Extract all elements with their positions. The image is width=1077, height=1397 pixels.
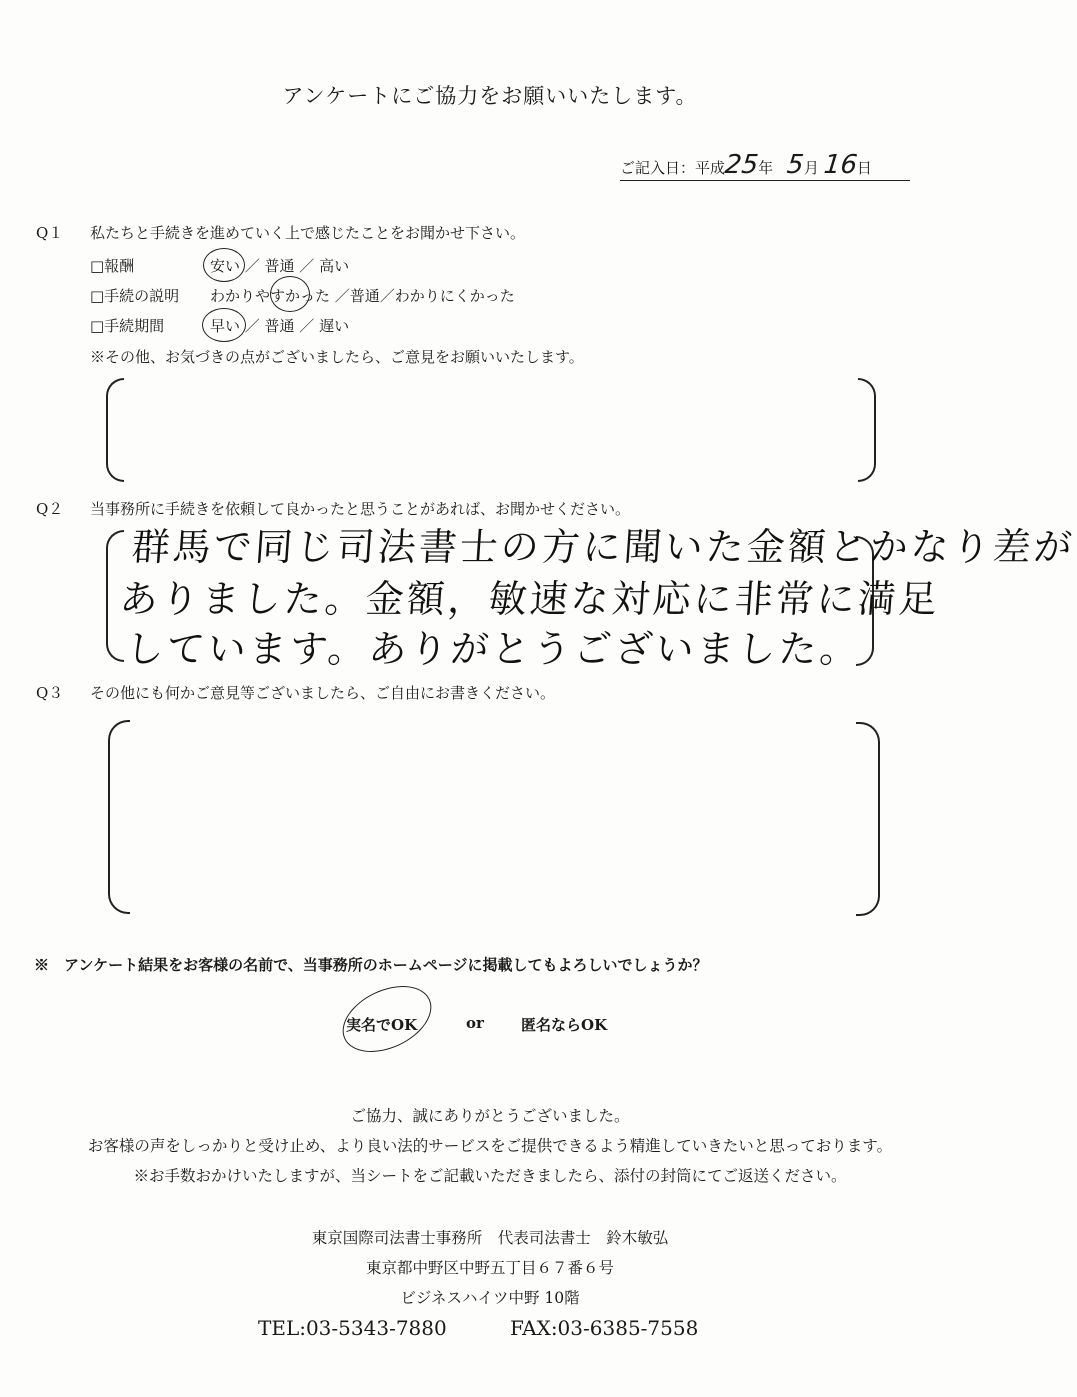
answer-circle-cheap <box>203 248 245 282</box>
office-address-1: 東京都中野区中野五丁目６７番６号 <box>365 1259 614 1277</box>
office-name: 東京国際司法書士事務所 代表司法書士 鈴木敏弘 <box>311 1229 669 1247</box>
q1-row-period-options: 早い ／ 普通 ／ 遅い <box>210 317 350 335</box>
date-month-unit: 月 <box>803 159 819 177</box>
consent-option-anonymous: 匿名ならOK <box>521 1016 608 1034</box>
office-fax: FAX:03-6385-7558 <box>510 1316 699 1340</box>
q3-question: その他にも何かご意見等ございましたら、ご自由にお書きください。 <box>90 684 556 702</box>
date-field <box>620 150 872 180</box>
consent-question: ※ アンケート結果をお客様の名前で、当事務所のホームページに掲載してもよろしいでしょうか？ <box>34 956 708 974</box>
closing-message: お客様の声をしっかりと受け止め、より良い法的サービスをご提供できるよう精進していきたいと思っております。 <box>87 1137 893 1155</box>
date-day-unit: 日 <box>856 159 872 177</box>
consent-option-real-name: 実名でOK <box>346 1016 418 1034</box>
date-year: 25 <box>723 150 760 180</box>
q1-row-period-name: □手続期間 <box>90 317 165 335</box>
date-prefix: ご記入日：平成 <box>620 159 726 177</box>
answer-circle-real-name <box>332 973 442 1065</box>
q2-question: 当事務所に手続きを依頼して良かったと思うことがあれば、お聞かせください。 <box>90 500 631 518</box>
q3-answer-bracket-left <box>108 720 130 914</box>
q2-handwritten-line-2: ありました。金額，敏速な対応に非常に満足 <box>118 577 942 621</box>
q3-answer-bracket-right <box>856 722 880 916</box>
date-underline <box>620 180 910 181</box>
closing-return-note: ※お手数おかけいたしますが、当シートをご記載いただきましたら、添付の封筒にてご返送ください。 <box>133 1167 847 1185</box>
date-month: 5 <box>785 150 806 180</box>
q2-handwritten-line-1: 群馬で同じ司法書士の方に聞いた金額とかなり差が <box>130 525 1077 569</box>
q1-label: Q１ <box>36 224 64 242</box>
closing-thanks: ご協力、誠にありがとうございました。 <box>350 1107 630 1125</box>
consent-or: or <box>466 1014 484 1032</box>
answer-circle-fast <box>202 308 246 342</box>
q1-row-explanation-options: わかりやすかった ／普通／わかりにくかった <box>210 287 515 305</box>
answer-circle-easy <box>270 276 310 312</box>
q1-row-explanation-name: □手続の説明 <box>90 287 180 305</box>
page-title: アンケートにご協力をお願いいたします。 <box>282 84 698 108</box>
q2-label: Q２ <box>36 500 64 518</box>
q3-label: Q３ <box>36 684 64 702</box>
q1-note: ※その他、お気づきの点がございましたら、ご意見をお願いいたします。 <box>90 348 584 366</box>
q1-answer-bracket-right <box>858 378 876 482</box>
q1-row-fee-options: 安い ／ 普通 ／ 高い <box>210 257 350 275</box>
q1-question: 私たちと手続きを進めていく上で感じたことをお聞かせ下さい。 <box>90 224 526 242</box>
date-year-unit: 年 <box>758 159 774 177</box>
q1-row-fee-name: □報酬 <box>90 257 135 275</box>
date-day: 16 <box>822 150 859 180</box>
q2-handwritten-line-3: しています。ありがとうございました。 <box>124 627 863 671</box>
office-address-2: ビジネスハイツ中野 10階 <box>400 1289 580 1307</box>
q1-answer-bracket-left <box>106 378 124 482</box>
office-phone: TEL:03-5343-7880 <box>258 1316 447 1340</box>
